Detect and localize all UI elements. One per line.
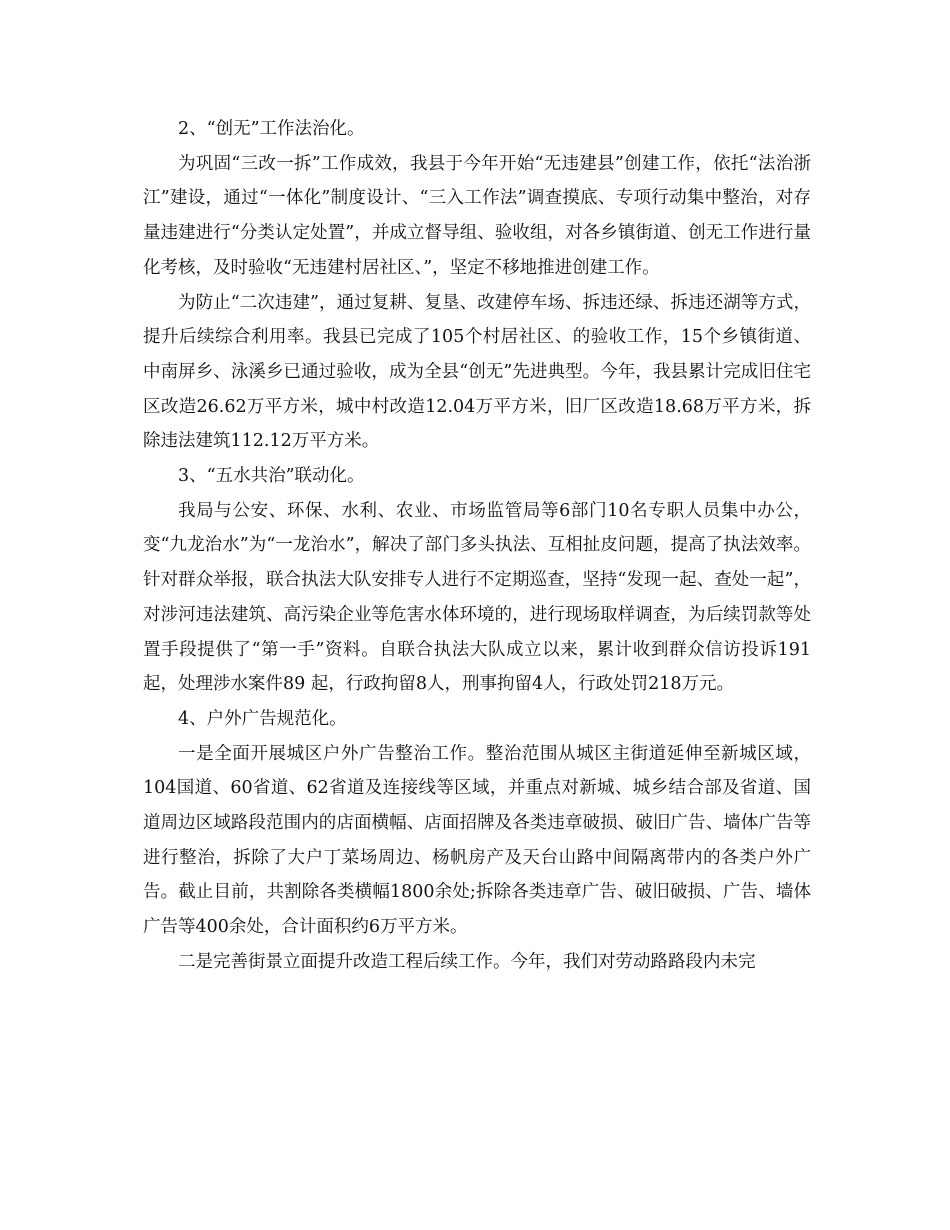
paragraph: 一是全面开展城区户外广告整治工作。整治范围从城区主街道延伸至新城区域，104国道、60省道、62省道及连接线等区域，并重点对新城、城乡结合部及省道、国道周边区域路段范围内的店面横幅、店面招牌及各类违章破损、破旧广告、墙体广告等进行整治，拆除了大户丁菜场周边、杨帆房产及天台山路中间隔离带内的各类户外广告。截止目前，共割除各类横幅1800余处;拆除各类违章广告、破旧破损、广告、墙体广告等400余处，合计面积约6万平方米。: [143, 743, 811, 938]
section-heading-4: 4、户外广告规范化。: [178, 708, 347, 729]
paragraph: 我局与公安、环保、水利、农业、市场监管局等6部门10名专职人员集中办公，变“九龙治水”为“一龙治水”，解决了部门多头执法、互相扯皮问题，提高了执法效率。针对群众举报，联合执法大队安排专人进行不定期巡查，坚持“发现一起、查处一起”，对涉河违法建筑、高污染企业等危害水体环境的，进行现场取样调查，为后续罚款等处置手段提供了“第一手”资料。自联合执法大队成立以来，累计收到群众信访投诉191起，处理涉水案件89 起，行政拘留8人，刑事拘留4人，行政处罚218万元。: [143, 500, 811, 695]
section-heading-3: 3、“五水共治”联动化。: [178, 466, 365, 487]
paragraph: 为防止“二次违建”，通过复耕、复垦、改建停车场、拆违还绿、拆违还湖等方式，提升后续综合利用率。我县已完成了105个村居社区、的验收工作，15个乡镇街道、中南屏乡、泳溪乡已通过验收，成为全县“创无”先进典型。今年，我县累计完成旧住宅区改造26.62万平方米，城中村改造12.04万平方米，旧厂区改造18.68万平方米，拆除违法建筑112.12万平方米。: [143, 292, 811, 452]
document-body: [143, 112, 811, 980]
paragraph: 二是完善街景立面提升改造工程后续工作。今年，我们对劳动路路段内未完: [178, 951, 756, 972]
paragraph: 为巩固“三改一拆”工作成效，我县于今年开始“无违建县”创建工作，依托“法治浙江”建设，通过“一体化”制度设计、“三入工作法”调查摸底、专项行动集中整治，对存量违建进行“分类认定处置”，并成立督导组、验收组，对各乡镇街道、创无工作进行量化考核，及时验收“无违建村居社区、”，坚定不移地推进创建工作。: [143, 153, 811, 278]
section-heading-2: 2、“创无”工作法治化。: [178, 119, 365, 139]
